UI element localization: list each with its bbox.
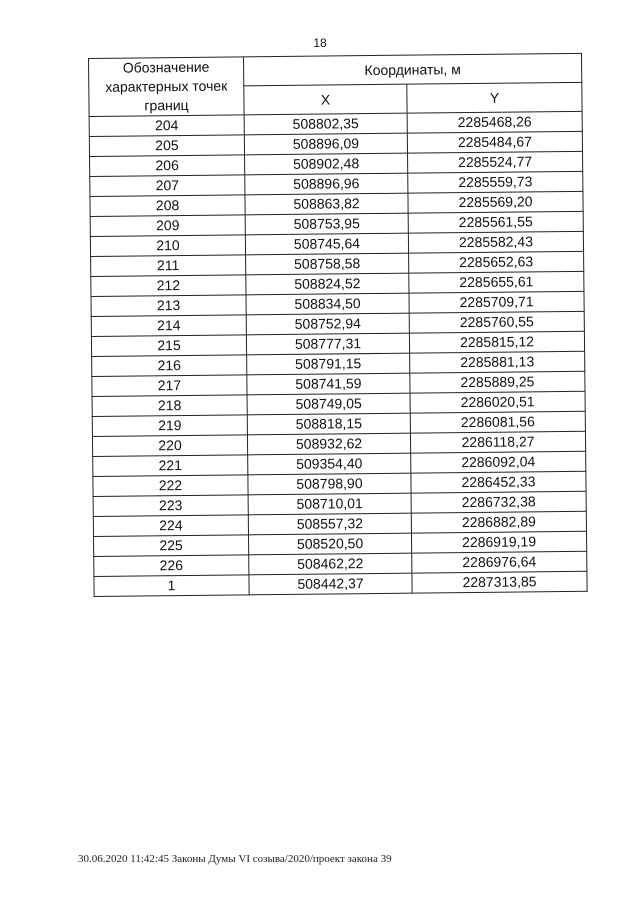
y-cell: 2285655,61 xyxy=(409,271,584,293)
y-cell: 2285760,55 xyxy=(409,311,584,333)
point-cell: 204 xyxy=(89,115,244,137)
point-cell: 219 xyxy=(92,415,247,437)
y-cell: 2286976,64 xyxy=(412,551,587,573)
y-cell: 2285582,43 xyxy=(408,231,583,253)
header-y: Y xyxy=(407,82,582,113)
x-cell: 508802,35 xyxy=(244,113,407,135)
footer-stamp: 30.06.2020 11:42:45 Законы Думы VI созыва/2020/проект закона 39 xyxy=(78,853,392,865)
x-cell: 508710,01 xyxy=(248,493,411,515)
point-cell: 224 xyxy=(93,515,248,537)
point-cell: 210 xyxy=(90,235,245,257)
page-number: 18 xyxy=(313,36,327,50)
point-cell: 1 xyxy=(94,575,249,597)
point-cell: 223 xyxy=(93,495,248,517)
point-cell: 213 xyxy=(91,295,246,317)
y-cell: 2285889,25 xyxy=(410,371,585,393)
x-cell: 508791,15 xyxy=(247,353,410,375)
y-cell: 2285468,26 xyxy=(407,111,582,133)
header-x: X xyxy=(244,84,407,115)
header-coordinates: Координаты, м xyxy=(243,53,581,86)
y-cell: 2285559,73 xyxy=(408,171,583,193)
x-cell: 508896,96 xyxy=(245,173,408,195)
point-cell: 217 xyxy=(92,375,247,397)
x-cell: 508902,48 xyxy=(245,153,408,175)
x-cell: 508863,82 xyxy=(245,193,408,215)
point-cell: 208 xyxy=(90,195,245,217)
x-cell: 508557,32 xyxy=(248,513,411,535)
point-cell: 206 xyxy=(90,155,245,177)
y-cell: 2286452,33 xyxy=(411,471,586,493)
point-cell: 211 xyxy=(91,255,246,277)
x-cell: 508758,58 xyxy=(246,253,409,275)
point-cell: 216 xyxy=(92,355,247,377)
y-cell: 2286882,89 xyxy=(411,511,586,533)
x-cell: 508896,09 xyxy=(244,133,407,155)
x-cell: 508745,64 xyxy=(245,233,408,255)
x-cell: 508777,31 xyxy=(246,333,409,355)
x-cell: 508834,50 xyxy=(246,293,409,315)
x-cell: 508932,62 xyxy=(247,433,410,455)
y-cell: 2286020,51 xyxy=(410,391,585,413)
x-cell: 508818,15 xyxy=(247,413,410,435)
point-cell: 220 xyxy=(92,435,247,457)
x-cell: 509354,40 xyxy=(248,453,411,475)
header-designation: Обозначение характерных точек границ xyxy=(89,57,245,117)
y-cell: 2286092,04 xyxy=(411,451,586,473)
point-cell: 222 xyxy=(93,475,248,497)
y-cell: 2285569,20 xyxy=(408,191,583,213)
y-cell: 2285815,12 xyxy=(409,331,584,353)
x-cell: 508462,22 xyxy=(249,553,412,575)
point-cell: 215 xyxy=(91,335,246,357)
y-cell: 2287313,85 xyxy=(412,571,587,593)
y-cell: 2285484,67 xyxy=(407,131,582,153)
point-cell: 225 xyxy=(94,535,249,557)
coordinates-table xyxy=(88,53,588,597)
y-cell: 2285561,55 xyxy=(408,211,583,233)
x-cell: 508824,52 xyxy=(246,273,409,295)
y-cell: 2286919,19 xyxy=(411,531,586,553)
y-cell: 2285652,63 xyxy=(409,251,584,273)
point-cell: 207 xyxy=(90,175,245,197)
y-cell: 2285881,13 xyxy=(410,351,585,373)
point-cell: 205 xyxy=(89,135,244,157)
x-cell: 508741,59 xyxy=(247,373,410,395)
x-cell: 508753,95 xyxy=(245,213,408,235)
point-cell: 218 xyxy=(92,395,247,417)
point-cell: 221 xyxy=(93,455,248,477)
table-body xyxy=(89,111,587,596)
x-cell: 508749,05 xyxy=(247,393,410,415)
x-cell: 508752,94 xyxy=(246,313,409,335)
x-cell: 508520,50 xyxy=(249,533,412,555)
point-cell: 209 xyxy=(90,215,245,237)
x-cell: 508442,37 xyxy=(249,573,412,595)
y-cell: 2285524,77 xyxy=(408,151,583,173)
y-cell: 2286732,38 xyxy=(411,491,586,513)
x-cell: 508798,90 xyxy=(248,473,411,495)
y-cell: 2286081,56 xyxy=(410,411,585,433)
y-cell: 2286118,27 xyxy=(410,431,585,453)
point-cell: 214 xyxy=(91,315,246,337)
point-cell: 212 xyxy=(91,275,246,297)
point-cell: 226 xyxy=(94,555,249,577)
y-cell: 2285709,71 xyxy=(409,291,584,313)
